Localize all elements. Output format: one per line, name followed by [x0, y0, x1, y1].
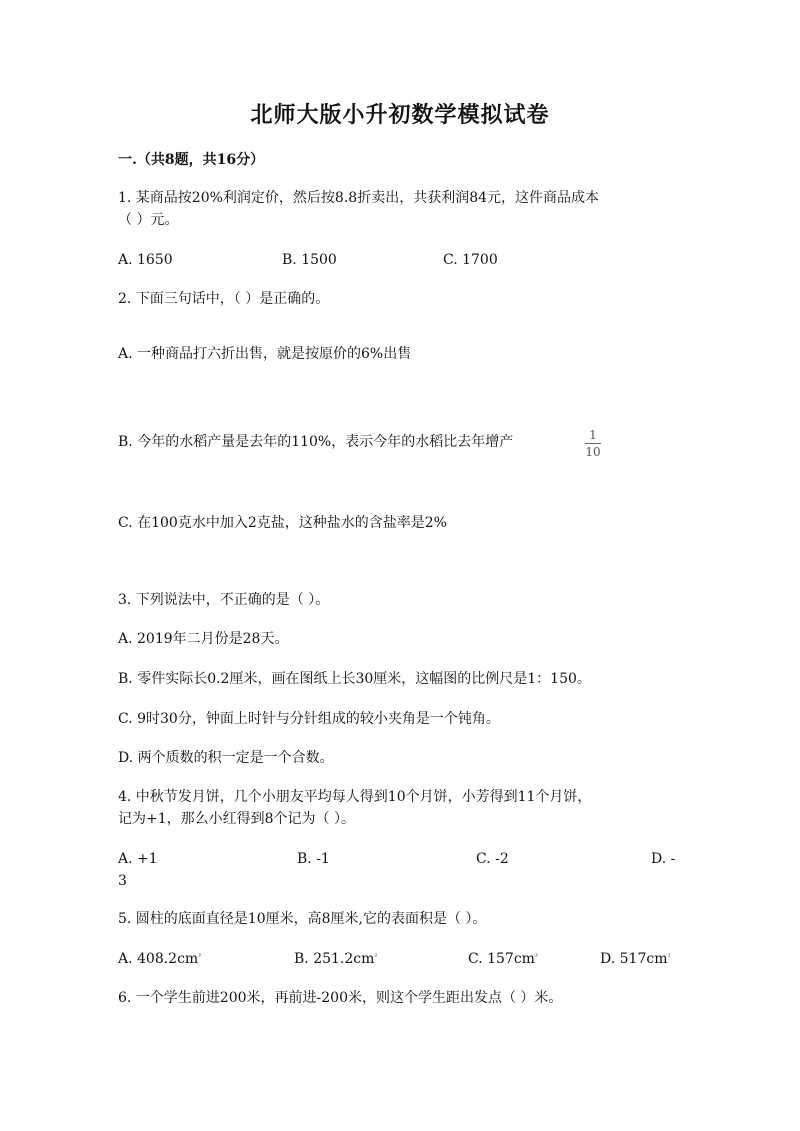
- q5-option-a-unit: ²: [198, 953, 202, 961]
- fraction-denominator: 10: [585, 445, 601, 459]
- q5-option-b-unit: ²: [374, 953, 378, 961]
- q1-stem-line2: （ ）元。: [118, 212, 179, 228]
- q2-option-c: C. 在100克水中加入2克盐，这种盐水的含盐率是2%: [118, 515, 447, 531]
- q6-stem: 6. 一个学生前进200米，再前进-200米，则这个学生距出发点（ ）米。: [118, 990, 563, 1006]
- fraction-numerator: 1: [589, 428, 597, 442]
- q3-option-b: B. 零件实际长0.2厘米，画在图纸上长30厘米，这幅图的比例尺是1：150。: [118, 671, 591, 687]
- q5-stem: 5. 圆柱的底面直径是10厘米，高8厘米,它的表面积是（ ）。: [118, 911, 487, 927]
- q4-option-c: C. -2: [476, 851, 509, 867]
- section-heading: 一.（共8题，共16分）: [118, 152, 265, 168]
- q2-stem: 2. 下面三句话中，（ ）是正确的。: [118, 291, 330, 307]
- q4-option-a: A. +1: [118, 851, 158, 867]
- page-title: 北师大版小升初数学模拟试卷: [250, 102, 550, 128]
- q5-option-b-text: B. 251.2cm: [294, 951, 375, 967]
- q5-option-c-text: C. 157cm: [468, 951, 535, 967]
- q5-option-a: [118, 950, 201, 968]
- q2-fraction: [583, 428, 603, 459]
- fraction-bar: [585, 443, 601, 444]
- q1-option-b: B. 1500: [282, 252, 337, 268]
- q5-option-c: [468, 950, 538, 968]
- q1-option-a: A. 1650: [118, 252, 173, 268]
- q1-option-c: C. 1700: [443, 252, 498, 268]
- q2-option-b: B. 今年的水稻产量是去年的110%，表示今年的水稻比去年增产: [118, 434, 514, 450]
- q1-stem-line1: 1. 某商品按20%利润定价，然后按8.8折卖出，共获利润84元，这件商品成本: [118, 190, 600, 206]
- q4-option-d-wrap: 3: [118, 873, 127, 889]
- q4-stem-line1: 4. 中秋节发月饼，几个小朋友平均每人得到10个月饼，小芳得到11个月饼，: [118, 789, 592, 805]
- q5-option-a-text: A. 408.2cm: [118, 951, 199, 967]
- q3-option-a: A. 2019年二月份是28天。: [118, 631, 289, 647]
- q2-option-a: A. 一种商品打六折出售，就是按原价的6%出售: [118, 346, 412, 362]
- q5-option-d-text: D. 517cm: [600, 951, 668, 967]
- q4-option-d: D. -: [651, 851, 676, 867]
- q4-option-b: B. -1: [297, 851, 330, 867]
- q4-stem-line2: 记为+1，那么小红得到8个记为（ ）。: [118, 811, 355, 827]
- q5-option-d-unit: ²: [667, 953, 671, 961]
- q5-option-b: [294, 950, 377, 968]
- q5-option-c-unit: ²: [534, 953, 538, 961]
- q3-option-c: C. 9时30分，钟面上时针与分针组成的较小夹角是一个钝角。: [118, 711, 500, 727]
- q5-option-d: [600, 950, 670, 968]
- q3-option-d: D. 两个质数的积一定是一个合数。: [118, 750, 334, 766]
- q3-stem: 3. 下列说法中，不正确的是（ ）。: [118, 592, 330, 608]
